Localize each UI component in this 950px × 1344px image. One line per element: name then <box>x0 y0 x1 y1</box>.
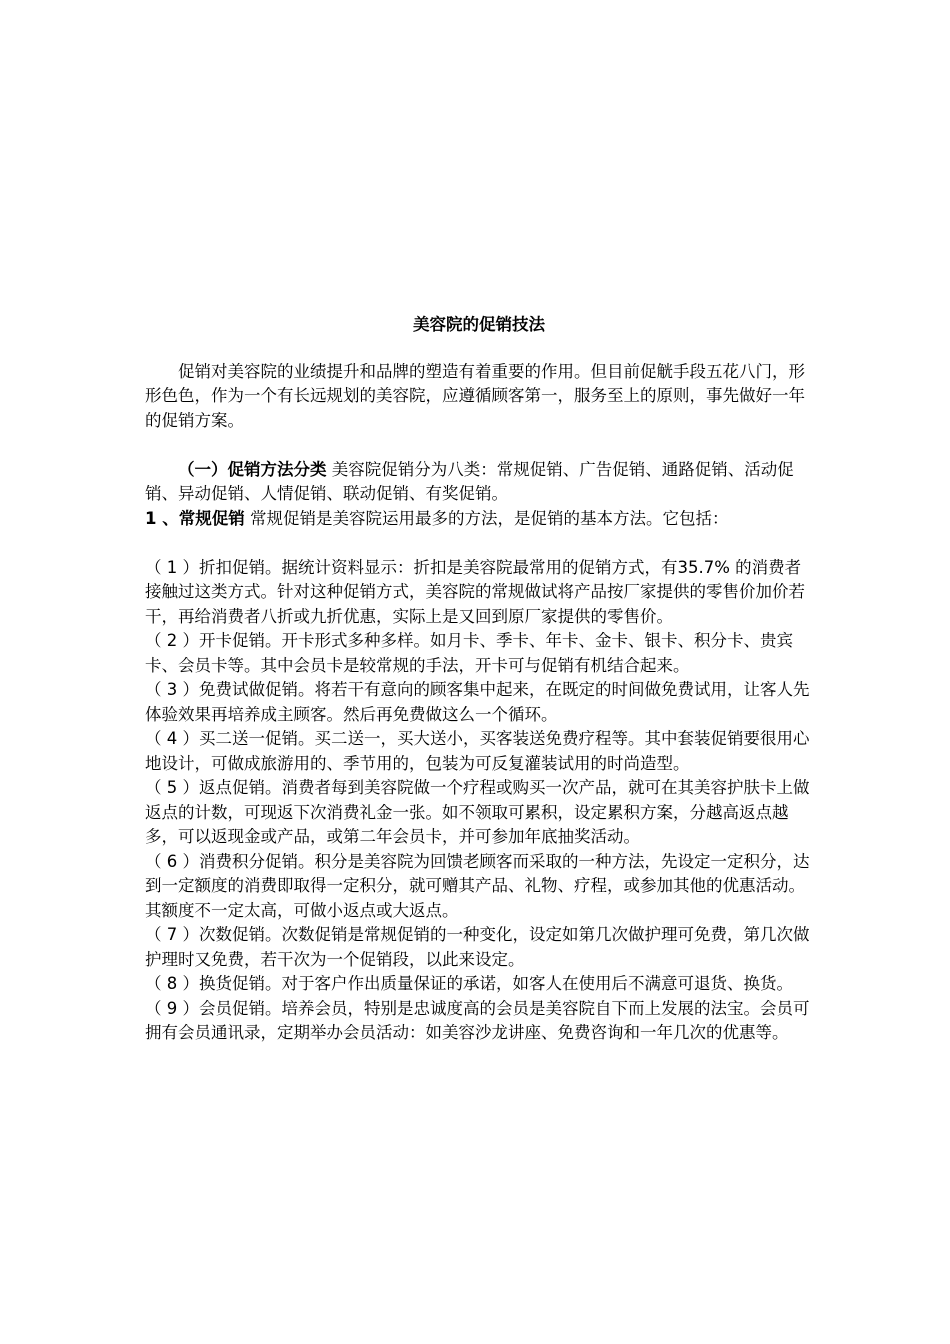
list-item-1: （ 1 ）折扣促销。据统计资料显示：折扣是美容院最常用的促销方式，有35.7% 的消费者接触过这类方式。针对这种促销方式，美容院的常规做试将产品按厂家提供的零售价加价若干，再给消费者八折或九折优惠，实际上是又回到原厂家提供的零售价。 <box>145 557 805 626</box>
section-paragraph-1 <box>145 458 813 507</box>
subsection-text-1: 常规促销是美容院运用最多的方法，是促销的基本方法。它包括： <box>244 508 729 528</box>
spacer <box>145 531 813 556</box>
list-item-5: （ 5 ）返点促销。消费者每到美容院做一个疗程或购买一次产品，就可在其美容护肤卡上做返点的计数，可现返下次消费礼金一张。如不领取可累积，设定累积方案，分越高返点越多，可以返现金或产品，或第二年会员卡，并可参加年底抽奖活动。 <box>145 778 810 846</box>
section-heading-1: （一）促销方法分类 <box>178 459 327 479</box>
spacer <box>145 433 813 458</box>
intro-paragraph: 促销对美容院的业绩提升和品牌的塑造有着重要的作用。但目前促觥手段五花八门，形形色色，作为一个有长远规划的美容院，应遵循顾客第一，服务至上的原则，事先做好一年的促销方案。 <box>145 361 805 430</box>
document-title: 美容院的促销技法 <box>413 315 545 334</box>
list-item-9: （ 9 ）会员促销。培养会员，特别是忠诚度高的会员是美容院自下而上发展的法宝。会员可拥有会员通讯录，定期举办会员活动：如美容沙龙讲座、免费咨询和一年几次的优惠等。 <box>145 998 810 1042</box>
list-item-8: （ 8 ）换货促销。对于客户作出质量保证的承诺，如客人在使用后不满意可退货、换货。 <box>145 974 793 993</box>
list-item-2: （ 2 ）开卡促销。开卡形式多种多样。如月卡、季卡、年卡、金卡、银卡、积分卡、贵宾卡、会员卡等。其中会员卡是较常规的手法，开卡可与促销有机结合起来。 <box>145 631 793 675</box>
list-item-4: （ 4 ）买二送一促销。买二送一，买大送小，买客装送免费疗程等。其中套装促销要很用心地设计，可做成旅游用的、季节用的，包装为可反复灌装试用的时尚造型。 <box>145 729 810 773</box>
list-item-3: （ 3 ）免费试做促销。将若干有意向的顾客集中起来，在既定的时间做免费试用，让客人先体验效果再培养成主顾客。然后再免费做这么一个循环。 <box>145 680 810 724</box>
list-item-6: （ 6 ）消费积分促销。积分是美容院为回馈老顾客而采取的一种方法，先设定一定积分，达到一定额度的消费即取得一定积分，就可赠其产品、礼物、疗程，或参加其他的优惠活动。其额度不一定太高，可做小返点或大返点。 <box>145 851 810 920</box>
section-text-1: 美容院促销分为八类：常规促销、广告促销、通路促销、活动促销、异动促销、人情促销、联动促销、有奖促销。 <box>145 459 794 503</box>
document-body <box>145 313 813 1046</box>
list-item-7: （ 7 ）次数促销。次数促销是常规促销的一种变化，设定如第几次做护理可免费，第几次做护理时又免费，若干次为一个促销段，以此来设定。 <box>145 925 810 969</box>
subsection-paragraph-1 <box>145 507 813 532</box>
subsection-heading-1: 1 、常规促销 <box>145 508 245 528</box>
